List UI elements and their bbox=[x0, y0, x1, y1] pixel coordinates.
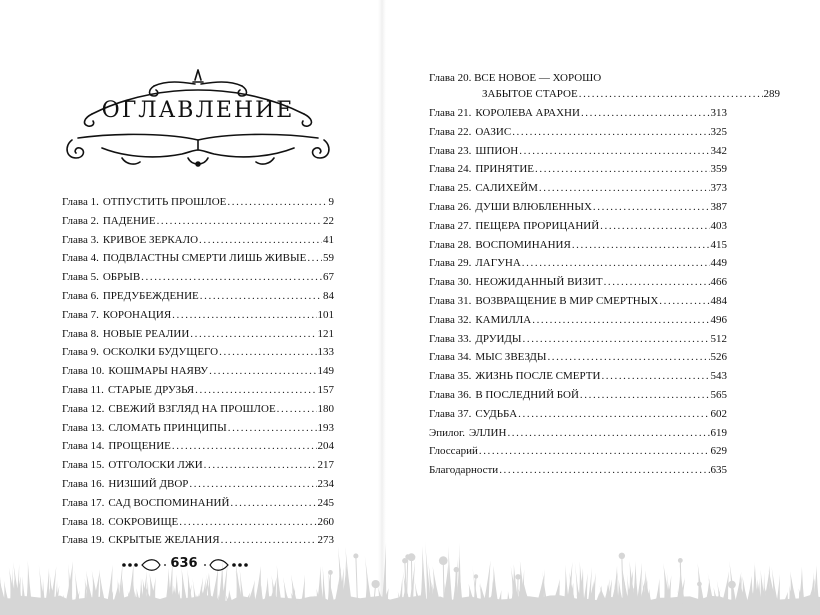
chapter-number: Глава 28. bbox=[429, 238, 472, 251]
chapter-title: ВОЗВРАЩЕНИЕ В МИР СМЕРТНЫХ bbox=[475, 294, 659, 307]
toc-entry bbox=[429, 123, 727, 142]
leader-dots bbox=[547, 348, 709, 367]
chapter-title: ПРОЩЕНИЕ bbox=[108, 440, 171, 453]
page-folio-number: 636 bbox=[170, 556, 198, 571]
chapter-title: КОРОЛЕВА АРАХНИ bbox=[475, 107, 580, 119]
page-number: 403 bbox=[710, 219, 727, 232]
page-number: 373 bbox=[710, 182, 727, 195]
page-title: ОГЛАВЛЕНИЕ bbox=[101, 98, 295, 123]
toc-entry bbox=[429, 142, 727, 161]
page-number: 41 bbox=[323, 233, 334, 246]
leader-dots bbox=[199, 231, 322, 250]
page-number: 359 bbox=[710, 163, 727, 176]
page-number: 543 bbox=[710, 370, 727, 383]
chapter-number: Глава 4. bbox=[62, 252, 99, 265]
chapter-number: Глава 25. bbox=[429, 182, 472, 195]
toc-entry bbox=[429, 461, 727, 480]
chapter-title: СЛОМАТЬ ПРИНЦИПЫ bbox=[108, 421, 227, 434]
chapter-number: Глава 10. bbox=[62, 365, 105, 378]
page-number: 629 bbox=[710, 445, 727, 458]
toc-entry bbox=[62, 325, 334, 344]
chapter-title: КОШМАРЫ НАЯВУ bbox=[108, 365, 209, 378]
toc-list-right bbox=[429, 70, 780, 106]
chapter-title: Глоссарий bbox=[429, 445, 478, 458]
leader-dots bbox=[507, 424, 709, 443]
chapter-title: НЕОЖИДАННЫЙ ВИЗИТ bbox=[475, 276, 603, 289]
chapter-title: ЛАГУНА bbox=[475, 257, 521, 270]
page-number: 245 bbox=[317, 496, 334, 509]
page-number: 484 bbox=[710, 294, 727, 307]
chapter-number: Эпилог. bbox=[429, 426, 466, 439]
toc-entry bbox=[429, 70, 780, 106]
toc-entry bbox=[429, 292, 727, 311]
toc-entry bbox=[429, 104, 727, 123]
leader-dots bbox=[172, 437, 317, 456]
chapter-title: В ПОСЛЕДНИЙ БОЙ bbox=[475, 388, 579, 401]
chapter-title: Благодарности bbox=[429, 464, 499, 477]
chapter-number: Глава 14. bbox=[62, 440, 105, 453]
leader-dots bbox=[579, 86, 763, 102]
page-number: 415 bbox=[710, 238, 727, 251]
chapter-number: Глава 20. bbox=[429, 72, 472, 84]
page-number: 59 bbox=[323, 252, 334, 265]
page-number: 84 bbox=[323, 289, 334, 302]
chapter-title: ПРЕДУБЕЖДЕНИЕ bbox=[102, 289, 199, 302]
leader-dots bbox=[581, 104, 710, 123]
page-number: 289 bbox=[763, 88, 780, 100]
leader-dots bbox=[593, 198, 710, 217]
chapter-number: Глава 34. bbox=[429, 351, 472, 364]
chapter-number: Глава 5. bbox=[62, 271, 99, 284]
page-number: 22 bbox=[323, 214, 334, 227]
chapter-number: Глава 16. bbox=[62, 477, 105, 490]
chapter-number: Глава 2. bbox=[62, 214, 99, 227]
chapter-number: Глава 33. bbox=[429, 332, 472, 345]
toc-entry bbox=[62, 400, 334, 419]
chapter-number: Глава 8. bbox=[62, 327, 99, 340]
chapter-title: ОБРЫВ bbox=[102, 271, 141, 284]
toc-entry bbox=[62, 249, 334, 268]
chapter-number: Глава 1. bbox=[62, 196, 99, 208]
leader-dots bbox=[523, 330, 710, 349]
toc-entry bbox=[429, 217, 727, 236]
page-number: 496 bbox=[710, 313, 727, 326]
chapter-title: ДРУИДЫ bbox=[475, 332, 522, 345]
toc-entry bbox=[429, 405, 727, 424]
page-number: 234 bbox=[317, 477, 334, 490]
leader-dots bbox=[227, 193, 327, 212]
chapter-title: ЭЛЛИН bbox=[469, 426, 507, 439]
chapter-title: ПЕЩЕРА ПРОРИЦАНИЙ bbox=[475, 219, 600, 232]
page-number: 512 bbox=[710, 332, 727, 345]
leader-dots bbox=[141, 268, 322, 287]
leader-dots bbox=[519, 142, 709, 161]
toc-entry bbox=[429, 330, 727, 349]
toc-entry bbox=[62, 287, 334, 306]
chapter-number: Глава 29. bbox=[429, 257, 472, 270]
chapter-number: Глава 24. bbox=[429, 163, 472, 176]
leader-dots bbox=[580, 386, 710, 405]
toc-entry bbox=[429, 179, 727, 198]
toc-entry bbox=[429, 442, 727, 461]
page-number: 121 bbox=[317, 327, 334, 340]
leader-dots bbox=[230, 494, 316, 513]
chapter-number: Глава 23. bbox=[429, 144, 472, 157]
chapter-number: Глава 6. bbox=[62, 289, 99, 302]
page-number: 325 bbox=[710, 125, 727, 138]
page-number: 313 bbox=[710, 107, 727, 119]
page-number: 9 bbox=[328, 196, 334, 208]
page-number: 273 bbox=[317, 534, 334, 547]
chapter-number: Глава 26. bbox=[429, 200, 472, 213]
chapter-title: СУДЬБА bbox=[475, 407, 518, 420]
chapter-title: ОСКОЛКИ БУДУЩЕГО bbox=[102, 346, 219, 359]
chapter-title: ЖИЗНЬ ПОСЛЕ СМЕРТИ bbox=[475, 370, 601, 383]
leader-dots bbox=[604, 273, 710, 292]
toc-entry bbox=[62, 381, 334, 400]
toc-entry bbox=[429, 273, 727, 292]
page-number: 101 bbox=[317, 308, 334, 321]
toc-entry bbox=[62, 193, 334, 212]
chapter-number: Глава 37. bbox=[429, 407, 472, 420]
toc-list-left bbox=[62, 193, 334, 550]
chapter-number: Глава 36. bbox=[429, 388, 472, 401]
chapter-title: ВСЕ НОВОЕ — ХОРОШО bbox=[474, 72, 602, 84]
chapter-number: Глава 21. bbox=[429, 107, 472, 119]
chapter-number: Глава 17. bbox=[62, 496, 105, 509]
chapter-number: Глава 32. bbox=[429, 313, 472, 326]
page-number: 133 bbox=[317, 346, 334, 359]
page-number: 619 bbox=[710, 426, 727, 439]
toc-entry bbox=[429, 386, 727, 405]
chapter-title: НИЗШИЙ ДВОР bbox=[108, 477, 189, 490]
page-number: 387 bbox=[710, 200, 727, 213]
page-number: 67 bbox=[323, 271, 334, 284]
leader-dots bbox=[522, 254, 710, 273]
page-number: 526 bbox=[710, 351, 727, 364]
chapter-number: Глава 15. bbox=[62, 459, 105, 472]
leader-dots bbox=[512, 123, 709, 142]
page-number: 565 bbox=[710, 388, 727, 401]
chapter-number: Глава 19. bbox=[62, 534, 105, 547]
toc-entry bbox=[62, 343, 334, 362]
chapter-number: Глава 35. bbox=[429, 370, 472, 383]
toc-entry bbox=[62, 268, 334, 287]
toc-entry bbox=[62, 362, 334, 381]
page-number: 180 bbox=[317, 402, 334, 415]
chapter-title: ОАЗИС bbox=[475, 125, 512, 138]
chapter-number: Глава 13. bbox=[62, 421, 105, 434]
chapter-title: КОРОНАЦИЯ bbox=[102, 308, 172, 321]
page-number: 342 bbox=[710, 144, 727, 157]
chapter-number: Глава 30. bbox=[429, 276, 472, 289]
chapter-title: ОТПУСТИТЬ ПРОШЛОЕ bbox=[102, 196, 227, 208]
leader-dots bbox=[204, 456, 317, 475]
leader-dots bbox=[659, 292, 709, 311]
chapter-title: ВОСПОМИНАНИЯ bbox=[475, 238, 571, 251]
toc-entry bbox=[429, 348, 727, 367]
page-number: 149 bbox=[317, 365, 334, 378]
chapter-title: САЛИХЕЙМ bbox=[475, 182, 538, 195]
chapter-title: КАМИЛЛА bbox=[475, 313, 532, 326]
folio bbox=[120, 554, 250, 576]
toc-entry bbox=[62, 231, 334, 250]
chapter-title: ШПИОН bbox=[475, 144, 519, 157]
chapter-number: Глава 22. bbox=[429, 125, 472, 138]
page-number: 466 bbox=[710, 276, 727, 289]
toc-entry bbox=[429, 198, 727, 217]
chapter-number: Глава 9. bbox=[62, 346, 99, 359]
leader-dots bbox=[157, 212, 322, 231]
leader-dots bbox=[277, 400, 317, 419]
toc-entry bbox=[429, 254, 727, 273]
leader-dots bbox=[189, 475, 316, 494]
leader-dots bbox=[535, 160, 709, 179]
toc-entry bbox=[62, 212, 334, 231]
toc-entry bbox=[62, 494, 334, 513]
chapter-number: Глава 31. bbox=[429, 294, 472, 307]
chapter-number: Глава 3. bbox=[62, 233, 99, 246]
toc-entry bbox=[62, 437, 334, 456]
chapter-title: МЫС ЗВЕЗДЫ bbox=[475, 351, 547, 364]
chapter-title: СТАРЫЕ ДРУЗЬЯ bbox=[107, 383, 195, 396]
leader-dots bbox=[518, 405, 709, 424]
leader-dots bbox=[532, 311, 709, 330]
toc-entry bbox=[62, 475, 334, 494]
chapter-title: СОКРОВИЩЕ bbox=[108, 515, 179, 528]
toc-entry bbox=[429, 236, 727, 255]
chapter-title: ДУШИ ВЛЮБЛЕННЫХ bbox=[475, 200, 592, 213]
leader-dots bbox=[539, 179, 710, 198]
toc-list-right-rest bbox=[429, 104, 727, 480]
chapter-number: Глава 27. bbox=[429, 219, 472, 232]
chapter-number: Глава 12. bbox=[62, 402, 105, 415]
leader-dots bbox=[190, 325, 316, 344]
chapter-title: СКРЫТЫЕ ЖЕЛАНИЯ bbox=[108, 534, 220, 547]
leader-dots bbox=[172, 306, 316, 325]
chapter-number: Глава 18. bbox=[62, 515, 105, 528]
chapter-title: КРИВОЕ ЗЕРКАЛО bbox=[102, 233, 199, 246]
toc-entry bbox=[429, 367, 727, 386]
leader-dots bbox=[195, 381, 316, 400]
leader-dots bbox=[228, 419, 317, 438]
page-number: 157 bbox=[317, 383, 334, 396]
page-number: 204 bbox=[317, 440, 334, 453]
chapter-number: Глава 11. bbox=[62, 383, 104, 396]
page-number: 193 bbox=[317, 421, 334, 434]
page-number: 635 bbox=[710, 464, 727, 477]
chapter-title: ПАДЕНИЕ bbox=[102, 214, 156, 227]
chapter-title: НОВЫЕ РЕАЛИИ bbox=[102, 327, 190, 340]
toc-entry bbox=[429, 160, 727, 179]
chapter-title: САД ВОСПОМИНАНИЙ bbox=[108, 496, 230, 509]
leader-dots bbox=[200, 287, 322, 306]
page-number: 260 bbox=[317, 515, 334, 528]
toc-entry bbox=[429, 311, 727, 330]
toc-entry bbox=[62, 306, 334, 325]
chapter-title: СВЕЖИЙ ВЗГЛЯД НА ПРОШЛОЕ bbox=[108, 402, 276, 415]
chapter-number: Глава 7. bbox=[62, 308, 99, 321]
chapter-title-cont: ЗАБЫТОЕ СТАРОЕ bbox=[482, 88, 578, 100]
leader-dots bbox=[219, 343, 316, 362]
page-number: 602 bbox=[710, 407, 727, 420]
toc-entry bbox=[429, 424, 727, 443]
chapter-title: ПОДВЛАСТНЫ СМЕРТИ ЛИШЬ ЖИВЫЕ bbox=[102, 252, 307, 265]
leader-dots bbox=[572, 236, 710, 255]
leader-dots bbox=[601, 367, 709, 386]
leader-dots bbox=[499, 461, 709, 480]
page-number: 449 bbox=[710, 257, 727, 270]
page-number: 217 bbox=[317, 459, 334, 472]
toc-entry bbox=[62, 456, 334, 475]
leader-dots bbox=[479, 442, 710, 461]
chapter-title: ПРИНЯТИЕ bbox=[475, 163, 535, 176]
chapter-title: ОТГОЛОСКИ ЛЖИ bbox=[108, 459, 203, 472]
toc-entry bbox=[62, 419, 334, 438]
leader-dots bbox=[600, 217, 709, 236]
leader-dots bbox=[209, 362, 316, 381]
leader-dots bbox=[307, 249, 322, 268]
